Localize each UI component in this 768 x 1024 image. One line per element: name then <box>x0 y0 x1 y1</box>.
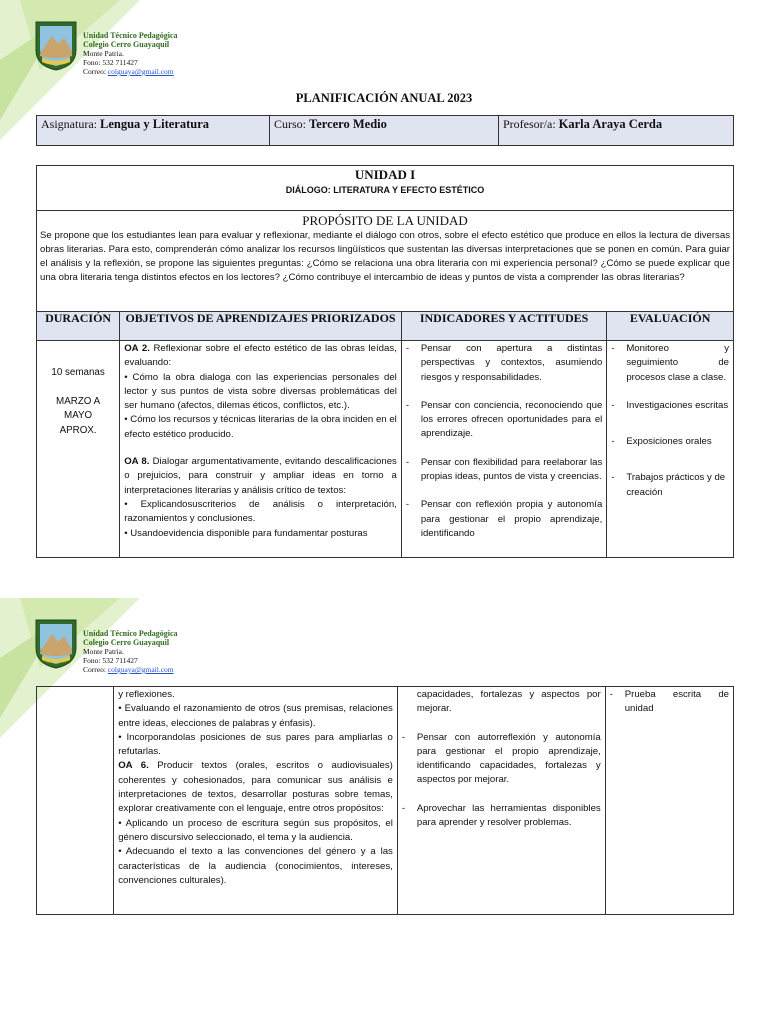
list-item: • Incorporandolas posiciones de sus pares para ampliarlas o refutarlas. <box>118 731 393 758</box>
objective-oa8 <box>124 455 397 498</box>
subject-value: Lengua y Literatura <box>100 117 210 131</box>
objectives-continued: y reflexiones. <box>118 689 175 700</box>
list-item: - Aprovechar las herramientas disponibles para aprender y resolver problemas. <box>402 802 601 831</box>
list-item: - Pensar con flexibilidad para reelaborar las propias ideas, puntos de vista y creencias. <box>406 456 602 485</box>
school-email-link[interactable]: colguaya@gmail.com <box>107 67 174 76</box>
course-label: Curso: <box>274 117 307 131</box>
indicators-continued: capacidades, fortalezas y aspectos por mejorar. <box>416 689 601 715</box>
school-name: Colegio Cerro Guayaquil <box>83 638 170 647</box>
school-name: Colegio Cerro Guayaquil <box>83 40 170 49</box>
list-item: - Pensar con apertura a distintas perspectivas y contextos, asumiendo riesgos y responsabilidades. <box>406 342 602 385</box>
email-label: Correo: <box>83 665 106 674</box>
school-email-link[interactable]: colguaya@gmail.com <box>107 665 174 674</box>
unit-subtitle: DIÁLOGO: LITERATURA Y EFECTO ESTÉTICO <box>285 185 485 195</box>
course-cell <box>270 116 499 146</box>
list-item: • Cómo la obra dialoga con las experiencias personales del lector y sus puntos de vista sobre diversas problemáticas del ser humano (afectos, dilemas éticos, conflictos, etc.). <box>124 371 397 412</box>
evaluation-cell <box>607 341 734 558</box>
planning-table-header <box>37 312 734 341</box>
school-unit-name: Unidad Técnico Pedagógica <box>83 31 178 40</box>
table-row <box>37 687 734 915</box>
planning-table <box>36 311 734 558</box>
indicators-cell <box>397 687 605 915</box>
col-indicators: INDICADORES Y ACTITUDES <box>401 312 606 341</box>
list-item: • Adecuando el texto a las convenciones del género y a las características de la audiencia (conocimientos, intereses, convenciones culturales). <box>118 846 393 886</box>
school-header <box>83 31 178 76</box>
school-phone: Fono: 532 711427 <box>83 656 138 665</box>
evaluation-cell <box>605 687 733 915</box>
list-item: - Pensar con autorreflexión y autonomía para gestionar el propio aprendizaje, identificando capacidades, fortalezas y aspectos por mejorar. <box>402 731 601 788</box>
list-item: - Pensar con reflexión propia y autonomía para gestionar el propio aprendizaje, identificando <box>406 498 602 541</box>
table-row <box>37 341 734 558</box>
objectives-cell <box>114 687 398 915</box>
col-duration: DURACIÓN <box>37 312 120 341</box>
list-item: - Prueba escrita de unidad <box>610 688 729 717</box>
unit-section <box>36 165 734 558</box>
school-phone: Fono: 532 711427 <box>83 58 138 67</box>
unit-name: UNIDAD I <box>354 167 416 182</box>
subject-cell <box>37 116 270 146</box>
course-value: Tercero Medio <box>309 117 387 131</box>
school-email-line <box>83 67 178 76</box>
objective-oa6 <box>118 759 393 816</box>
document-title: PLANIFICACIÓN ANUAL 2023 <box>295 91 473 105</box>
teacher-value: Karla Araya Cerda <box>558 117 663 131</box>
list-item: - Pensar con conciencia, reconociendo que los errores ofrecen oportunidades para el aprendizaje. <box>406 399 602 442</box>
indicators-cell <box>401 341 606 558</box>
planning-table-continued <box>36 686 734 915</box>
list-item: - Investigaciones escritas <box>611 399 729 413</box>
objective-oa2 <box>124 342 397 371</box>
duration-weeks: 10 semanas <box>51 367 105 378</box>
list-item: - Trabajos prácticos y de creación <box>611 471 729 500</box>
list-item: - Monitoreo y seguimiento de procesos clase a clase. <box>611 342 729 385</box>
duration-period: MARZO A MAYO APROX. <box>56 395 101 436</box>
school-email-line <box>83 665 178 674</box>
purpose-title: PROPÓSITO DE LA UNIDAD <box>302 213 468 228</box>
subject-label: Asignatura: <box>41 117 97 131</box>
oa6-code: OA 6. <box>118 760 149 772</box>
list-item: • Evaluando el razonamiento de otros (sus premisas, relaciones entre ideas, elecciones de palabras y énfasis). <box>118 703 393 729</box>
oa8-text: Dialogar argumentativamente, evitando descalificaciones o prejuicios, para construir y ampliar ideas en torno a interpretaciones literarias y análisis crítico de textos: <box>124 456 397 496</box>
school-header <box>83 629 178 674</box>
list-item: • Aplicando un proceso de escritura según sus propósitos, el género discursivo seleccionado, el tema y la audiencia. <box>118 817 393 843</box>
school-location: Monte Patria. <box>83 49 124 58</box>
course-info-table <box>36 115 734 146</box>
purpose-text: Se propone que los estudiantes lean para evaluar y reflexionar, mediante el diálogo con otros, sobre el efecto estético que produce en ellos la lectura de diversas obras literarias. Para esto, comprenderán cómo analizar los recursos lingüísticos que sustentan las diversas interpretaciones que se ponen en común. Para guiar el análisis y la reflexión, se propone las siguientes preguntas: ¿Cómo se relaciona una obra literaria con mi experiencia personal? ¿Cómo se puede explicar que una obra literaria tenga distintos efectos en los lectores? ¿Cómo contribuye el intercambio de ideas y puntos de vista a comprender las obras literarias? <box>40 230 730 283</box>
oa2-text: Reflexionar sobre el efecto estético de las obras leídas, evaluando: <box>124 343 397 369</box>
school-unit-name: Unidad Técnico Pedagógica <box>83 629 178 638</box>
email-label: Correo: <box>83 67 106 76</box>
objectives-cell <box>120 341 402 558</box>
duration-cell <box>37 341 120 558</box>
teacher-label: Profesor/a: <box>503 117 556 131</box>
school-location: Monte Patria. <box>83 647 124 656</box>
teacher-cell <box>499 116 734 146</box>
duration-cell <box>37 687 114 915</box>
school-crest-logo <box>34 20 78 72</box>
col-objectives: OBJETIVOS DE APRENDIZAJES PRIORIZADOS <box>120 312 402 341</box>
list-item: • Usandoevidencia disponible para fundamentar posturas <box>124 527 368 539</box>
list-item: • Explicandosuscriterios de análisis o interpretación, razonamientos y conclusiones. <box>124 498 397 525</box>
oa2-code: OA 2. <box>124 343 150 354</box>
oa8-code: OA 8. <box>124 456 150 468</box>
list-item: - Exposiciones orales <box>611 435 729 449</box>
list-item: • Cómo los recursos y técnicas literarias de la obra inciden en el efecto estético producido. <box>124 414 397 440</box>
oa6-text: Producir textos (orales, escritos o audiovisuales) coherentes y cohesionados, para comunicar sus análisis e interpretaciones de textos, desarrollar posturas sobre temas, explorar creativamente con el lenguaje, entre otros propósitos: <box>118 760 393 815</box>
col-evaluation: EVALUACIÓN <box>607 312 734 341</box>
school-crest-logo <box>34 618 78 670</box>
unit-heading <box>37 166 733 211</box>
